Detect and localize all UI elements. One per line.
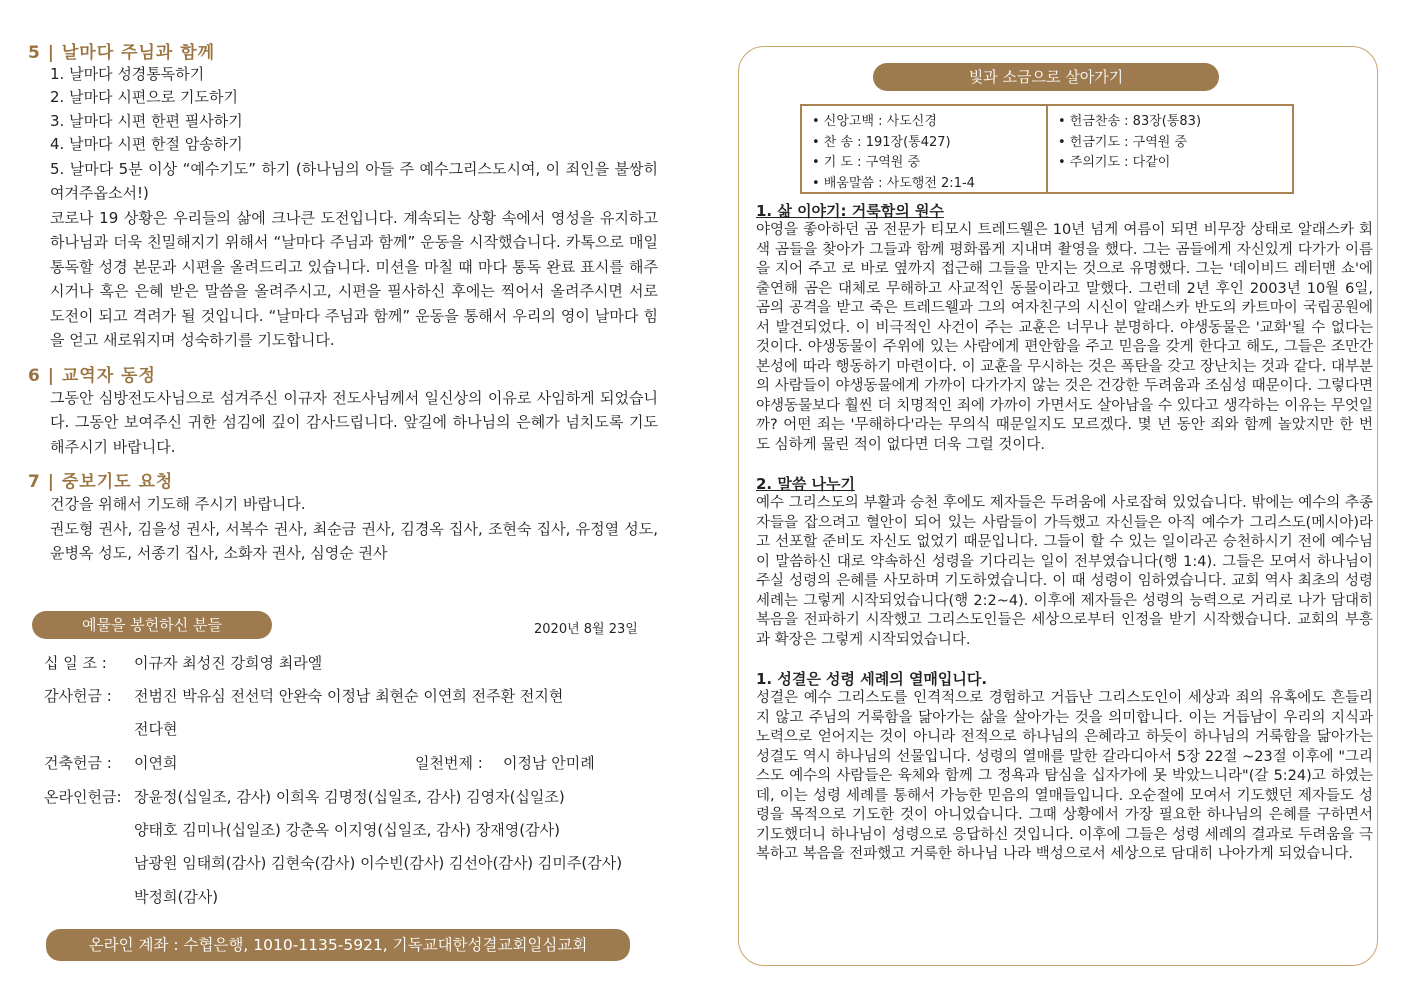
offering-names: 이규자 최성진 강희영 최라엘 <box>134 654 323 672</box>
section-title: 7 | 중보기도 요청 <box>28 472 174 493</box>
article-title: 1. 성결은 성령 세례의 열매입니다. <box>756 670 988 688</box>
offering-names: 남광원 임태희(감사) 김현숙(감사) 이수빈(감사) 김선아(감사) 김미주(감사) <box>134 854 623 872</box>
section-body: 코로나 19 상황은 우리들의 삶에 크나큰 도전입니다. 계속되는 상황 속에서 영성을 유지하고 하나님과 더욱 친밀해지기 위해서 “날마다 주님과 함께” 운동을 시작했습니다. 카톡으로 매일 통독할 성경 본문과 시편을 올려드리고 있습니다. 미션을 마칠 때 마다 통독 완료 표시를 해주시거나 혹은 은혜 받은 말씀을 올려주시고, 시편을 필사하신 후에는 찍어서 올려주시면 서로 도전이 되고 격려가 될 것입니다. “날마다 주님과 함께” 운동을 통해서 우리의 영이 날마다 힘을 얻고 새로워지며 성숙하기를 기도합니다. <box>50 208 658 350</box>
article-body: 예수 그리스도의 부활과 승천 후에도 제자들은 두려움에 사로잡혀 있었습니다. 밖에는 예수의 추종자들을 잡으려고 혈안이 되어 있는 사람들이 가득했고 자신들은 아직 예수가 그리스도(메시아)라고 선포할 준비도 자신도 없었기 때문입니다. 그들이 할 수 있는 일이라곤 승천하시기 전에 예수님이 말씀하신 대로 약속하신 성령을 기다리는 일이 전부였습니다(행 1:4). 그들은 모여서 하나님이 주실 성령의 은혜를 사모하며 기도하였습니다. 이 때 성령이 임하였습니다. 교회 역사 최초의 성령 세례는 그렇게 시작되었습니다(행 2:2~4). 이후에 제자들은 성령의 능력으로 거리로 나가 담대히 복음을 전파하기 시작했고 그리스도인들은 세상으로부터 인정을 받기 시작했습니다. 교회의 부흥과 확장은 그렇게 시작되었습니다. <box>756 495 1373 648</box>
info-line: • 기 도 : 구역원 중 <box>812 155 921 170</box>
section-body: 권도형 권사, 김을성 권사, 서복수 권사, 최순금 권사, 김경옥 집사, 조현숙 집사, 유정열 성도, 윤병옥 성도, 서종기 집사, 소화자 권사, 심영순 권사 <box>50 519 658 563</box>
info-line: • 주의기도 : 다같이 <box>1058 155 1171 170</box>
article-body: 성결은 예수 그리스도를 인격적으로 경험하고 거듭난 그리스도인이 세상과 죄의 유혹에도 흔들리지 않고 주님의 거룩함을 닮아가는 삶을 살아가는 것을 의미합니다. 이는 거듭남이 우리의 지식과 노력으로 얻어지는 것이 아니라 전적으로 하나님의 은혜라고 하듯이 하나님의 거룩함을 닮아가는 성결도 역시 하나님의 선물입니다. 성령의 열매를 말한 갈라디아서 5장 22절 ~23절 이후에 "그리스도 예수의 사람들은 육체와 함께 그 정욕과 탐심을 십자가에 못 박았느니라"(갈 5:24)고 하였는데, 이는 성령 세례를 통해서 가능한 믿음의 열매들입니다. 오순절에 모여서 기도했던 제자들도 성령을 목적으로 기도한 것이 아니었습니다. 그때 상황에서 가장 필요한 하나님의 은혜를 구하면서 기도했더니 하나님이 성령으로 응답하신 것입니다. 이후에 그들은 성령 세례의 결과로 두려움을 극복하고 복음을 전파했고 거룩한 하나님 나라 백성으로서 세상으로 담대히 나아가게 되었습니다. <box>756 690 1373 862</box>
info-line: • 헌금기도 : 구역원 중 <box>1058 134 1188 150</box>
list-item: 3. 날마다 시편 한편 필사하기 <box>50 111 243 130</box>
article-title: 2. 말씀 나누기 <box>756 475 856 493</box>
offering-names: 양태호 김미나(십일조) 강춘옥 이지영(십일조, 감사) 장재영(감사) <box>134 821 560 839</box>
article-title: 1. 삶 이야기: 거룩함의 원수 <box>756 202 944 220</box>
offering-header: 예물을 봉헌하신 분들 <box>32 611 272 639</box>
section-title: 6 | 교역자 동정 <box>28 365 156 386</box>
left-page <box>28 38 658 574</box>
ilcheon-names: 이정남 안미례 <box>503 754 595 772</box>
offering-label: 건축헌금 : <box>44 754 112 772</box>
right-header: 빛과 소금으로 살아가기 <box>873 63 1219 91</box>
worship-info-right <box>1048 106 1211 192</box>
offering-names: 장윤정(십일조, 감사) 이희옥 김명정(십일조, 감사) 김영자(십일조) <box>134 788 565 806</box>
section-body: 그동안 심방전도사님으로 섬겨주신 이규자 전도사님께서 일신상의 이유로 사임하게 되었습니다. 그동안 보여주신 귀한 섬김에 깊이 감사드립니다. 앞길에 하나님의 은혜가 넘치도록 기도해주시기 바랍니다. <box>50 388 658 456</box>
info-line: • 헌금찬송 : 83장(통83) <box>1058 114 1202 129</box>
ilcheon-label: 일천번제 : <box>415 754 483 772</box>
list-item: 4. 날마다 시편 한절 암송하기 <box>50 135 243 154</box>
info-line: • 배움말씀 : 사도행전 2:1-4 <box>812 175 975 191</box>
right-articles <box>756 200 1373 865</box>
info-line: • 신앙고백 : 사도신경 <box>812 114 937 129</box>
offering-label: 온라인헌금: <box>44 788 122 806</box>
offering-label: 십 일 조 : <box>44 654 107 672</box>
list-item: 2. 날마다 시편으로 기도하기 <box>50 88 239 107</box>
offering-date: 2020년 8월 23일 <box>534 622 638 637</box>
worship-info-box <box>800 104 1294 194</box>
worship-info-left <box>802 106 1048 192</box>
offering-names: 이연희 <box>134 754 178 772</box>
list-item: 1. 날마다 성경통독하기 <box>50 65 205 83</box>
offering-label: 감사헌금 : <box>44 687 112 705</box>
section-line: 건강을 위해서 기도해 주시기 바랍니다. <box>50 495 306 514</box>
article-body: 야영을 좋아하던 곰 전문가 티모시 트레드웰은 10년 넘게 여름이 되면 비무장 상태로 알래스카 회색 곰들을 찾아가 그들과 함께 평화롭게 지내며 촬영을 했다. 그는 곰들에게 자신있게 다가가 이름을 지어 주고 로 바로 옆까지 접근해 그들을 만지는 것으로 유명했다. 그는 '데이비드 레터맨 쇼'에 출연해 곰은 대체로 무해하고 사교적인 동물이라고 말했다. 그런데 2년 후인 2003년 10월 6일, 곰의 공격을 받고 죽은 트레드웰과 그의 여자친구의 시신이 알래스카 반도의 카트마이 국립공원에서 발견되었다. 이 비극적인 사건이 주는 교훈은 너무나 분명하다. 야생동물은 '교화'될 수 없다는 것이다. 야생동물이 주위에 있는 사람에게 편안함을 주고 믿음을 갖게 한다고 해도, 그들은 조만간 본성에 따라 행동하기 마련이다. 이 교훈을 무시하는 것은 폭탄을 갖고 장난치는 것과 같다. 대부분의 사람들이 야생동물에게 가까이 다가가지 않는 것은 건강한 두려움과 조심성 때문이다. 그렇다면 야생동물보다 훨씬 더 치명적인 죄에 가까이 가면서도 살아남을 수 있다고 생각하는 이유는 무엇일까? 어떤 죄는 '무해하다'라는 무의식 때문일지도 모르겠다. 몇 년 동안 죄와 함께 놀았지만 한 번도 심하게 물린 적이 없다면 더욱 그럴 것이다. <box>756 222 1373 453</box>
section-daily-with-lord <box>28 38 658 353</box>
offering-names: 박정희(감사) <box>134 888 219 906</box>
offering-names: 전범진 박유심 전선덕 안완숙 이정남 최현순 이연희 전주환 전지현 <box>134 687 564 705</box>
info-line: • 찬 송 : 191장(통427) <box>812 134 951 150</box>
online-account-banner: 온라인 계좌 : 수협은행, 1010-1135-5921, 기독교대한성결교회일심교회 <box>46 929 630 961</box>
section-title: 5 | 날마다 주님과 함께 <box>28 43 216 63</box>
offering-names: 전다현 <box>134 720 178 738</box>
section-prayer-request <box>28 467 658 566</box>
section-minister-news <box>28 361 658 460</box>
list-item: 5. 날마다 5분 이상 “예수기도” 하기 (하나님의 아들 주 예수그리스도시여, 이 죄인을 불쌍히 여겨주옵소서!) <box>50 159 658 203</box>
